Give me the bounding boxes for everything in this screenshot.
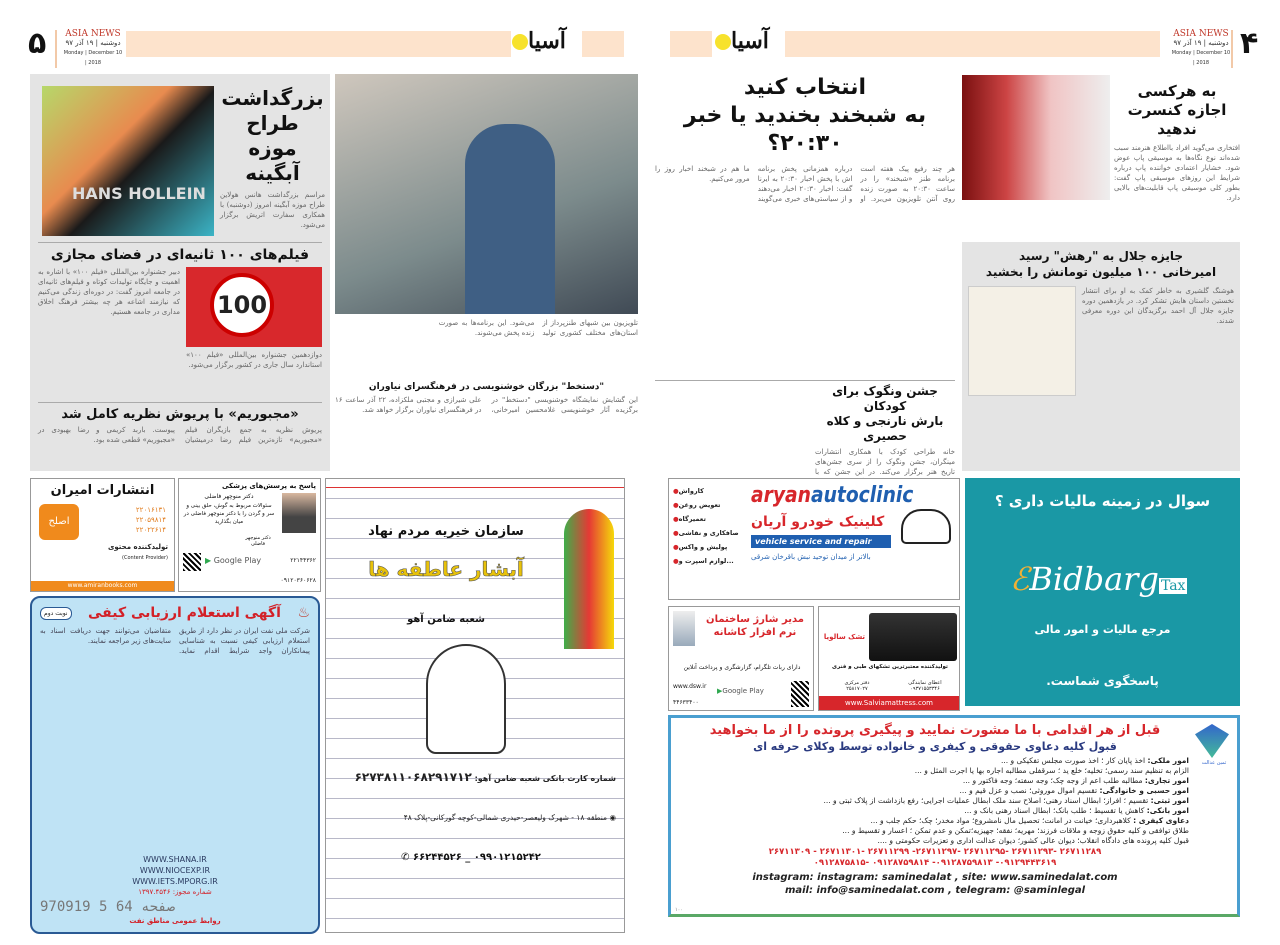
play-icon: ▶ [205, 556, 212, 565]
aryan-tagline: vehicle service and repair [751, 535, 891, 548]
concert-article [1114, 82, 1240, 234]
service-category: امور ملکی: [1147, 756, 1189, 765]
service-detail: مطالبه طلب اعم از وجه چک؛ وجه سفته؛ وجه فاکتور و ... [962, 776, 1143, 785]
poster-text: HANS HOLLEIN [72, 184, 206, 203]
date-en: Monday | December 10 | 2018 [63, 50, 123, 66]
service-detail: تقسیم ؛ افراز؛ ابطال اسناد رهنی؛ اصلاح سند ملک ابطال عملیات اجرایی؛ رفع بازداشت از پلاک ثبتی و ... [823, 796, 1149, 805]
amiran-subtitle: تولیدکننده محتوی [108, 543, 168, 551]
art-headline: بزرگداشت طراح موزه آبگینه [221, 86, 324, 185]
salvia-label: اعطای نمایندگی [908, 680, 942, 686]
charity-logo [564, 509, 614, 649]
service-category: امور بانکی: [1146, 806, 1189, 815]
bidbarg-subtitle: مرجع مالیات و امور مالی [1034, 623, 1171, 636]
film100-badge: 100 [210, 273, 274, 337]
dastkhat-body: این گشایش نمایشگاه خوشنویسی "دستخط" در برگزیده آثار خوشنویسی غلامحسین امیرخانی، علی شیرازی و مجتبی ملکزاده، ۲۲ آذر ساعت ۱۶ در فرهنگسرای نیاوران برگزار خواهد شد. [335, 396, 638, 414]
art-body: مراسم بزرگداشت هانس هولاین طراح موزه آبگینه امروز (دوشنبه) با همکاری سفارت اتریش برگزار می‌شود. [220, 191, 325, 229]
service-detail: طلاق توافقی و کلیه حقوق زوجه و ملاقات فرزند؛ مهریه؛ نفقه؛ جهیزیه؛تمکن و عدم تمکن ؛ اعسار و تقسیط و ... [842, 826, 1189, 835]
lawyer-contact-web[interactable]: instagram: instagram: saminedalat , site: www.saminedalat.com [752, 872, 1118, 883]
service-detail: تقسیم اموال موروثی؛ نصب و عزل قیم و ... [959, 786, 1098, 795]
card-number: ۶۲۷۳۸۱۱۰۶۸۲۹۱۷۱۲ [354, 770, 472, 784]
tender-title: آگهی استعلام ارزیابی کیفی [87, 605, 281, 621]
lawyer-service-line [681, 786, 1189, 796]
kashane-title2: نرم افزار کاشانه [713, 627, 797, 638]
salvia-desc: تولیدکننده معتبرترین تشکهای طبی و فنری [832, 664, 948, 670]
dastkhat-article [335, 381, 638, 471]
newspaper-logo: آسیا [520, 28, 566, 54]
doctor-photo [282, 493, 316, 533]
charity-phones: ۰۹۹۰۱۲۱۵۲۴۲ _ ۶۶۲۴۴۵۲۶ [412, 852, 541, 863]
lawyer-logo-text: ثمین عدالت [1201, 760, 1227, 766]
aryan-address: بالاتر از میدان توحید نبش باقرخان شرقی [751, 553, 871, 561]
service-item: ●لوازم اسپرت و... [673, 557, 734, 565]
date-en: Monday | December 10 | 2018 [1171, 50, 1231, 66]
service-item: ●تعویض روغن [673, 501, 721, 509]
charity-address: منطقه ۱۸ - شهرک ولیعصر-حیدری شمالی-کوچه گورکانی-پلاک ۴۸ [403, 813, 608, 822]
sad-child-illustration [426, 644, 506, 754]
salvia-label: دفتر مرکزی [844, 680, 870, 686]
tender-footer: روابط عمومی مناطق نفت [129, 917, 221, 925]
film100-image [186, 267, 322, 347]
service-detail: کلاهبرداری؛ خیانت در امانت؛ تحصیل مال نامشروع؛ مواد مخدر؛ چک؛ حکم جلب و ... [870, 816, 1131, 825]
majbourim-headline: «مجبوریم» با پریوش نظریه کامل شد [61, 407, 299, 422]
main-headline-line2: به شبخند بخندید یا خبر ۲۰:۳۰؟ [683, 103, 927, 156]
kids-headline-line2: بارش نارنجی و کلاه حصیری [826, 414, 944, 443]
dastkhat-headline: "دستخط" بزرگان خوشنویسی در فرهنگسرای نیاوران [368, 382, 605, 392]
doctor-ad [178, 478, 321, 592]
art-article [220, 86, 325, 238]
play-icon: ▶ [717, 687, 723, 695]
kids-body: خانه طراحی کودک با همکاری انتشارات مینگران، جشن ونگوک را از سری جشن‌های تاریخ هنر برگزار می‌کند. در این جشن که با [815, 448, 955, 476]
jalal-box [962, 242, 1240, 471]
hollein-poster [42, 86, 214, 236]
doctor-phone: ۲۲۱۴۴۳۶۲ [290, 557, 316, 564]
book-cover [968, 286, 1076, 396]
round-badge: نوبت دوم [40, 607, 72, 620]
concert-headline [1114, 82, 1240, 139]
amiran-site-link[interactable]: www.amiranbooks.com [31, 581, 174, 591]
service-item: ●پولیش و واکس [673, 543, 728, 551]
lawyer-service-line [681, 806, 1189, 816]
mattress-image [869, 613, 957, 661]
concert-body: افتخاری می‌گوید افراد بااطلاع هنرمند سبب شده‌اند نوع نگاه‌ها به موسیقی پاپ عوض شود. خشایار اعتمادی خواننده پاپ درباره شرایط این روزهای موسیقی پاپ گفت: بطور کلی موسیقی پاپ قابلیت‌های بالایی دارد. [1114, 144, 1240, 202]
location-icon: ◉ [609, 813, 616, 822]
concert-headline-line1: به هرکسی [1137, 82, 1217, 100]
films-caption: دوازدهمین جشنواره بین‌المللی «فیلم ۱۰۰» استاندارد سال جاری در کشور برگزار می‌شود. [186, 351, 322, 369]
header-bar [785, 31, 1160, 57]
google-play-button[interactable]: ▶Google Play [717, 687, 764, 695]
masthead-brand [55, 30, 123, 68]
lawyer-subtitle: قبول کلیه دعاوی حقوقی و کیفری و خانواده توسط وکلای حرفه ای [753, 740, 1117, 753]
doctor-name: دکتر منوچهر فاضلی [204, 493, 254, 500]
header-bar-small [582, 31, 624, 57]
google-play-button[interactable]: ▶ Google Play [205, 556, 262, 565]
charity-ad [325, 478, 625, 933]
kids-headline [815, 384, 955, 444]
doctor-desc: سئوالات مربوط به گوش، حلق بینی و سر و گردن را با دکتر منوچهر فاضلی در میان بگذارید [183, 503, 275, 525]
date-fa: دوشنبه | ۱۹ آذر ۹۷ [65, 39, 121, 47]
amiran-phone: ۲۲۰۲۲۶۱۴ [135, 526, 166, 534]
saminedalat-ad [668, 715, 1240, 917]
lawyer-service-line [681, 816, 1189, 826]
films-body: دبیر جشنواره بین‌المللی «فیلم ۱۰۰» با اشاره به اهمیت و جایگاه تولیدات کوتاه و فیلم‌های ثانیه‌ای در جامعه امروز گفت: در دوره‌ای زندگی می‌کنیم که نیازمند اشاعه هر چه بیشتر فرهنگ اخلاق مداری در جامعه هستیم. [38, 268, 181, 316]
amiran-ad [30, 478, 175, 592]
majbourim-body: پریوش نظریه به جمع بازیگران فیلم «مجبوریم» تازه‌ترین فیلم رضا درمیشیان پیوست. باربد کریمی و رضا بهبودی در «مجبوریم» قطعی شده بود. [38, 426, 322, 444]
kashane-desc: دارای ربات تلگرام، گزارشگری و پرداخت آنلاین [683, 664, 801, 671]
masthead-brand [1165, 30, 1233, 68]
service-detail: الزام به تنظیم سند رسمی؛ تخلیه؛ خلع ید ؛ سرقفلی مطالبه اجاره بها یا اجرت المثل و ... [914, 766, 1189, 775]
jalal-body: هوشنگ گلشیری به خاطر کمک به او برای انتشار نخستین داستان هایش تشکر کرد. در یازدهمین دوره جایزه جلال آل احمد برگزیدگان این دوره معرفی شدند. [1082, 287, 1234, 325]
header-bar-small [670, 31, 712, 57]
amiran-subtitle-en: (Content Provider) [122, 555, 168, 561]
lawyer-service-line [681, 776, 1189, 786]
amiran-phone: ۲۲۰۵۹۸۱۴ [135, 516, 166, 524]
majbourim-article [38, 406, 322, 468]
amiran-logo: اصلح [39, 504, 79, 540]
lawyer-services [681, 756, 1189, 846]
brand-label: ASIA NEWS [65, 29, 121, 39]
kids-headline-line1: جشن ونگوک برای کودکان [832, 384, 938, 413]
newspaper-logo: آسیا [723, 28, 769, 54]
page-number: ۴ [1240, 26, 1259, 61]
culture-column [30, 74, 330, 471]
ad-code: ۱۰۰ [675, 907, 684, 913]
charity-org: سازمان خیریه مردم نهاد [368, 524, 524, 539]
main-article [655, 74, 955, 376]
book-icon [673, 611, 695, 646]
doctor-mobile: ۰۹۱۲۰۳۶۰۶۲۸ [280, 577, 316, 584]
jalal-headline-line2: امیرخانی ۱۰۰ میلیون تومانش را بخشید [985, 265, 1217, 279]
lawyer-service-line [681, 796, 1189, 806]
interview-photo [335, 74, 638, 314]
lawyer-phones: ۲۶۷۱۱۲۸۹ -۲۶۷۱۱۲۹۳ -۲۶۷۱۱۲۹۵ -۲۶۷۱۱۲۹۷- ۲۶۷۱۱۲۹۹ -۲۶۷۱۱۳۰۱ - ۲۶۷۱۱۳۰۹ [768, 847, 1102, 857]
concert-headline-line2: اجازه کنسرت ندهید [1127, 101, 1227, 138]
aryan-brand-blue: autoclinic [810, 483, 914, 508]
service-item: ●صافکاری و نقاشی [673, 529, 739, 537]
tender-site-link[interactable]: WWW.IETS.MPORG.IR [132, 877, 218, 886]
tender-notice [30, 596, 320, 934]
header-bar [126, 31, 511, 57]
car-icon [901, 509, 951, 544]
salvia-site-link[interactable]: www.Salviamattress.com [819, 696, 959, 710]
service-category: امور حسبی و خانوادگی: [1099, 786, 1189, 795]
kids-article [815, 384, 955, 476]
jalal-headline-line1: جایزه جلال به "رهش" رسید [1018, 249, 1184, 263]
films-article [38, 246, 322, 398]
lawyer-service-line [681, 826, 1189, 836]
lawyer-service-line [681, 836, 1189, 846]
bidbarg-question: سوال در زمینه مالیات داری ؟ [994, 492, 1211, 510]
kashane-title1: مدیر شارژ ساختمان [706, 614, 804, 625]
doctor-caption: دکتر منوچهر فاضلی [245, 535, 271, 547]
lawyer-mobiles: ۰۹۱۲۹۴۴۳۶۱۹- ۰۹۱۲۸۷۵۹۸۱۳- ۰۹۱۲۸۷۵۹۸۱۴ -۰۹۱۲۸۷۵۸۱۵ [813, 858, 1057, 868]
tender-ref: شماره مجوز: ۱۳۹۷.۴۵۴۶ [138, 888, 212, 896]
lawyer-service-line [681, 766, 1189, 776]
page-number: ۵ [28, 26, 47, 61]
interview-body: تلویزیون بین شبهای طنزپرداز از استان‌های مختلف کشوری تولید می‌شود. این برنامه‌ها به صورت زنده پخش می‌شوند. [438, 319, 638, 337]
bidbarg-cta: پاسخگوی شماست. [1046, 674, 1159, 688]
bidbarg-logo: ℰBidbarg Tax [1010, 560, 1186, 598]
aryan-brand-red: aryan [751, 483, 811, 508]
charity-name: آبشار عاطفه ها [368, 557, 524, 581]
doctor-title: پاسخ به پرسش‌های پزشکی [221, 482, 316, 490]
service-item: ●تعمیرگاه [673, 515, 706, 523]
lawyer-title: قبل از هر اقدامی با ما مشورت نمایید و پیگیری پرونده را از ما بخواهید [709, 723, 1161, 738]
main-body: هر چند رفیع پیک هفته است برنامه طنز «شبخند» را در ساعت ۲۰:۳۰ به صورت زنده روی آنتن تلویزیون می‌برد. او درباره همزمانی پخش برنامه اش با پخش اخبار ۲۰:۳۰ به ایرنا گفت: اخبار ۲۰:۳۰ اخبار می‌دهند و از سیاستی‌های خبری می‌گویند ما هم در شبخند اخبار روز را مرور می‌کنیم. [655, 165, 955, 203]
card-label: شماره کارت بانکی شعبه ضامن آهو: [474, 774, 616, 783]
service-detail: اخذ پایان کار ؛ اخذ صورت مجلس تفکیکی و ... [1000, 756, 1146, 765]
salvia-brand: تشک سالویا [823, 633, 866, 641]
date-fa: دوشنبه | ۱۹ آذر ۹۷ [1173, 39, 1229, 47]
charity-branch: شعبه ضامن آهو [407, 614, 485, 625]
lawyer-contact-mail[interactable]: mail: info@saminedalat.com , telegram: @saminlegal [784, 885, 1086, 896]
bidbarg-ad [965, 478, 1240, 706]
page-stamp: 970919 5 64 صفحه [40, 899, 175, 915]
service-detail: کاهش یا تقسیط ؛ طلب بانک؛ ابطال اسناد رهنی بانک و ... [964, 806, 1145, 815]
aryan-autoclinic-ad [668, 478, 960, 600]
brand-label: ASIA NEWS [1173, 29, 1229, 39]
main-headline [655, 74, 955, 158]
amiran-title: انتشارات امیران [50, 483, 155, 498]
amiran-phone: ۲۲۰۱۶۱۳۱ [135, 506, 166, 514]
phone-icon: ✆ [401, 852, 410, 863]
kashane-phone: ۴۴۶۳۳۴۰۰ [673, 699, 699, 706]
tender-site-link[interactable]: WWW.NIOCEXP.IR [139, 866, 211, 875]
scales-logo-icon [1195, 724, 1229, 758]
qr-code-icon [183, 553, 201, 571]
salvia-ad [818, 606, 960, 711]
service-category: دعاوی کیفری : [1133, 816, 1189, 825]
qr-code-icon [791, 681, 809, 707]
oil-company-logo: ♨ [297, 605, 310, 621]
main-headline-line1: انتخاب کنید [743, 75, 867, 100]
salvia-phone: ۲۵۸۱۷۰۲۷ [846, 686, 868, 692]
aryan-fa-name: کلینیک خودرو آریان [751, 514, 885, 530]
singer-photo [962, 75, 1110, 200]
service-category: امور ثبتی: [1150, 796, 1189, 805]
tender-body: شرکت ملی نفت ایران در نظر دارد از طریق استعلام ارزیابی کیفی نسبت به شناسایی پیمانکاران واجد شرایط اقدام نماید. متقاضیان می‌توانند جهت دریافت اسناد به سایت‌های زیر مراجعه نمایند. [40, 627, 310, 655]
service-detail: قبول کلیه پرونده های دادگاه انقلاب؛ دیوان عالی کشور؛ دیوان عدالت اداری و تعزیرات حکومتی و .... [877, 836, 1189, 845]
lawyer-service-line [681, 756, 1189, 766]
salvia-phone: ۰۹۳۷۱۵۵۳۳۴۶ [910, 686, 940, 692]
service-category: امور تجاری: [1144, 776, 1189, 785]
kashane-site[interactable]: www.dsw.ir [673, 683, 707, 690]
kashane-ad [668, 606, 814, 711]
jalal-headline [968, 248, 1234, 280]
films-headline: فیلم‌های ۱۰۰ ثانیه‌ای در فضای مجازی [50, 247, 310, 263]
service-item: ●کارواش [673, 487, 704, 495]
tender-site-link[interactable]: WWW.SHANA.IR [143, 855, 207, 864]
